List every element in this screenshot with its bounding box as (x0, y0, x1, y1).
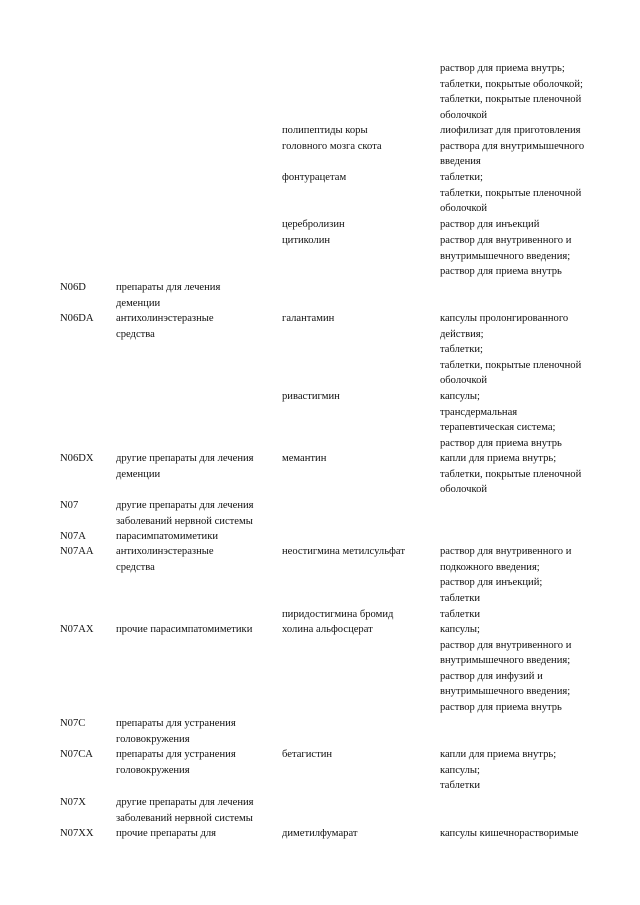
atc-group-name: антихолинэстеразные средства (116, 313, 214, 340)
dosage-form: лиофилизат для приготовления раствора для внутримышечного введения (440, 125, 585, 167)
dosage-form: раствор для внутривенного и подкожного введения; раствор для инъекций; таблетки (440, 546, 572, 604)
drug-name: цитиколин (282, 235, 331, 246)
atc-group-name: другие препараты для лечения заболеваний нервной системы (116, 797, 254, 824)
dosage-form: капсулы пролонгированного действия; таблетки; таблетки, покрытые пленочной оболочкой (440, 313, 582, 386)
atc-code: N07XX (60, 828, 94, 839)
drug-name: фонтурацетам (282, 172, 347, 183)
drug-name: холина альфосцерат (282, 624, 373, 635)
dosage-form: капсулы; трансдермальная терапевтическая система; раствор для приема внутрь (440, 391, 562, 449)
atc-group-name: препараты для устранения головокружения (116, 718, 236, 745)
drug-name: пиридостигмина бромид (282, 609, 394, 620)
atc-group-name: препараты для устранения головокружения (116, 749, 236, 776)
atc-group-name: другие препараты для лечения заболеваний нервной системы (116, 500, 254, 527)
atc-group-name: антихолинэстеразные средства (116, 546, 214, 573)
atc-code: N07X (60, 797, 86, 808)
dosage-form: капли для приема внутрь; таблетки, покрытые пленочной оболочкой (440, 453, 582, 495)
drug-name: диметилфумарат (282, 828, 358, 839)
atc-code: N06DA (60, 313, 94, 324)
dosage-form: раствор для внутривенного и внутримышечного введения; раствор для приема внутрь (440, 235, 572, 277)
drug-name: мемантин (282, 453, 327, 464)
drug-name: церебролизин (282, 219, 345, 230)
atc-group-name: прочие парасимпатомиметики (116, 624, 253, 635)
atc-group-name: другие препараты для лечения деменции (116, 453, 254, 480)
atc-code: N07 (60, 500, 79, 511)
atc-group-name: парасимпатомиметики (116, 531, 219, 542)
drug-name: галантамин (282, 313, 335, 324)
atc-code: N07C (60, 718, 86, 729)
atc-code: N07AA (60, 546, 94, 557)
dosage-form: таблетки (440, 609, 481, 620)
dosage-form: капли для приема внутрь; капсулы; таблетки (440, 749, 557, 791)
atc-code: N07A (60, 531, 86, 542)
drug-name: бетагистин (282, 749, 333, 760)
dosage-form: таблетки; таблетки, покрытые пленочной оболочкой (440, 172, 582, 214)
atc-code: N06DX (60, 453, 94, 464)
atc-code: N06D (60, 282, 86, 293)
atc-group-name: препараты для лечения деменции (116, 282, 221, 309)
dosage-form: раствор для приема внутрь; таблетки, покрытые оболочкой; таблетки, покрытые пленочной оболочкой (440, 63, 583, 121)
atc-group-name: прочие препараты для (116, 828, 217, 839)
dosage-form: капсулы; раствор для внутривенного и внутримышечного введения; раствор для инфузий и внутримышечного введения; раствор для приема внутрь (440, 624, 572, 713)
drug-name: полипептиды коры головного мозга скота (282, 125, 382, 152)
dosage-form: раствор для инъекций (440, 219, 540, 230)
drug-name: ривастигмин (282, 391, 340, 402)
atc-code: N07AX (60, 624, 94, 635)
drug-name: неостигмина метилсульфат (282, 546, 405, 557)
atc-code: N07CA (60, 749, 93, 760)
dosage-form: капсулы кишечнорастворимые (440, 828, 579, 839)
